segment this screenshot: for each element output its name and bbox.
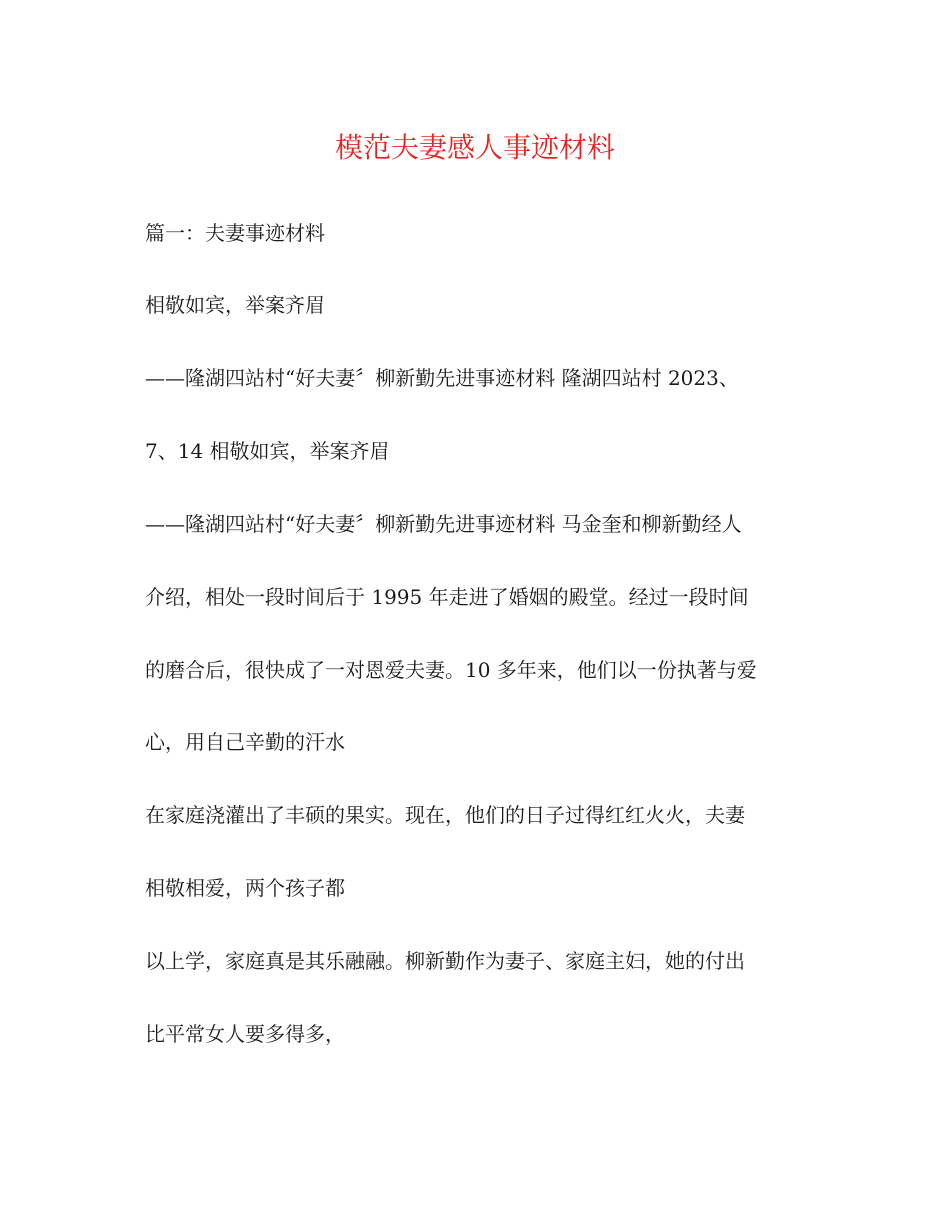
document-title: 模范夫妻感人事迹材料: [334, 131, 615, 164]
body-line: 在家庭浇灌出了丰硕的果实。现在，他们的日子过得红红火火，夫妻: [145, 803, 745, 827]
body-line: 7、14 相敬如宾，举案齐眉: [145, 439, 390, 463]
body-line: 心，用自己辛勤的汗水: [145, 730, 345, 754]
body-line: 相敬如宾，举案齐眉: [145, 293, 325, 317]
section-heading: 篇一：夫妻事迹材料: [145, 221, 325, 245]
body-line: ——隆湖四站村“好夫妻〞柳新勤先进事迹材料 马金奎和柳新勤经人: [145, 512, 742, 536]
body-line: 以上学，家庭真是其乐融融。柳新勤作为妻子、家庭主妇，她的付出: [145, 949, 745, 973]
body-line: 的磨合后，很快成了一对恩爱夫妻。10 多年来，他们以一份执著与爱: [145, 658, 757, 682]
body-line: ——隆湖四站村“好夫妻〞柳新勤先进事迹材料 隆湖四站村 2023、: [145, 366, 739, 390]
body-line: 介绍，相处一段时间后于 1995 年走进了婚姻的殿堂。经过一段时间: [145, 585, 749, 609]
body-line: 比平常女人要多得多，: [145, 1022, 345, 1046]
body-line: 相敬相爱，两个孩子都: [145, 876, 345, 900]
